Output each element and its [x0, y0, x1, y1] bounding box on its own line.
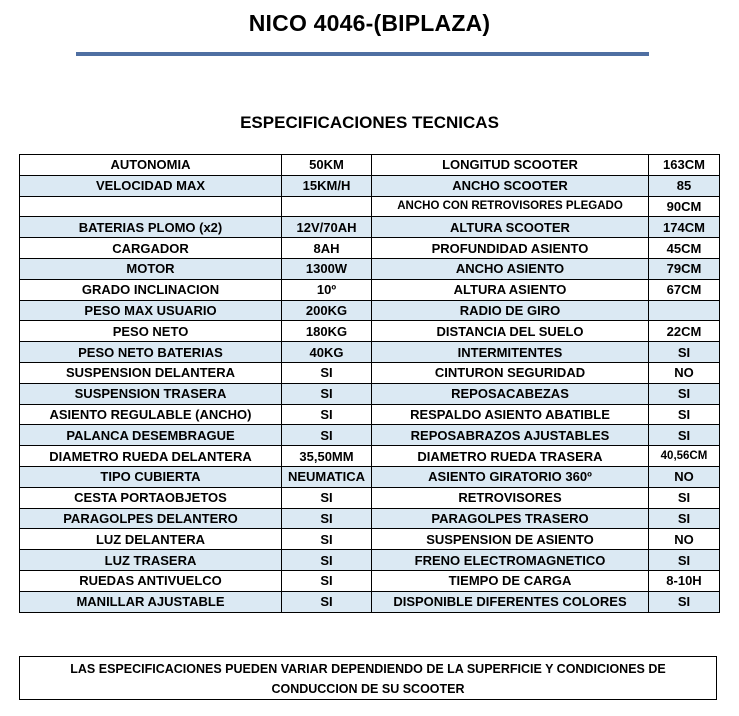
table-row: [20, 362, 720, 383]
spec-label-right: PARAGOLPES TRASERO: [372, 508, 649, 529]
spec-label-right: CINTURON SEGURIDAD: [372, 362, 649, 383]
table-row: [20, 508, 720, 529]
table-row: [20, 175, 720, 196]
spec-value-left: 35,50MM: [282, 446, 372, 467]
spec-value-left: 12V/70AH: [282, 217, 372, 238]
spec-label-left: SUSPENSION DELANTERA: [20, 362, 282, 383]
spec-label-right: REPOSABRAZOS AJUSTABLES: [372, 425, 649, 446]
spec-value-left: 40KG: [282, 342, 372, 363]
spec-value-left: SI: [282, 362, 372, 383]
table-row: [20, 321, 720, 342]
spec-label-right: PROFUNDIDAD ASIENTO: [372, 238, 649, 259]
spec-label-left: VELOCIDAD MAX: [20, 175, 282, 196]
table-row: [20, 446, 720, 467]
spec-value-left: SI: [282, 487, 372, 508]
table-row: [20, 258, 720, 279]
spec-value-right: 67CM: [649, 279, 720, 300]
spec-label-left: MANILLAR AJUSTABLE: [20, 591, 282, 612]
spec-value-left: 50KM: [282, 155, 372, 176]
table-row: [20, 300, 720, 321]
spec-label-right: SUSPENSION DE ASIENTO: [372, 529, 649, 550]
spec-value-left: [282, 196, 372, 217]
page-title: NICO 4046-(BIPLAZA): [248, 10, 491, 36]
spec-value-right: SI: [649, 425, 720, 446]
spec-label-right: DISTANCIA DEL SUELO: [372, 321, 649, 342]
spec-value-left: NEUMATICA: [282, 466, 372, 487]
specs-table: [19, 154, 720, 613]
spec-value-left: 200KG: [282, 300, 372, 321]
spec-value-right: NO: [649, 529, 720, 550]
spec-value-left: SI: [282, 570, 372, 591]
spec-value-right: SI: [649, 508, 720, 529]
spec-label-left: LUZ TRASERA: [20, 550, 282, 571]
spec-label-left: TIPO CUBIERTA: [20, 466, 282, 487]
table-row: [20, 155, 720, 176]
spec-value-right: SI: [649, 342, 720, 363]
spec-label-left: BATERIAS PLOMO (x2): [20, 217, 282, 238]
spec-label-right: ANCHO ASIENTO: [372, 258, 649, 279]
disclaimer-line-1: LAS ESPECIFICACIONES PUEDEN VARIAR DEPENDIENDO DE LA SUPERFICIE Y CONDICIONES DE: [70, 662, 666, 676]
spec-label-right: DIAMETRO RUEDA TRASERA: [372, 446, 649, 467]
spec-label-right: LONGITUD SCOOTER: [372, 155, 649, 176]
spec-value-right: SI: [649, 487, 720, 508]
spec-label-left: ASIENTO REGULABLE (ANCHO): [20, 404, 282, 425]
spec-value-right: 40,56CM: [649, 446, 720, 467]
spec-label-left: LUZ DELANTERA: [20, 529, 282, 550]
table-row: [20, 529, 720, 550]
spec-value-right: 22CM: [649, 321, 720, 342]
spec-label-right: DISPONIBLE DIFERENTES COLORES: [372, 591, 649, 612]
table-row: [20, 196, 720, 217]
spec-label-left: CESTA PORTAOBJETOS: [20, 487, 282, 508]
spec-label-right: RETROVISORES: [372, 487, 649, 508]
table-row: [20, 466, 720, 487]
spec-value-left: 8AH: [282, 238, 372, 259]
spec-label-left: RUEDAS ANTIVUELCO: [20, 570, 282, 591]
spec-label-left: GRADO INCLINACION: [20, 279, 282, 300]
spec-value-left: 1300W: [282, 258, 372, 279]
spec-label-left: PESO NETO: [20, 321, 282, 342]
spec-label-left: PALANCA DESEMBRAGUE: [20, 425, 282, 446]
spec-value-right: 45CM: [649, 238, 720, 259]
spec-label-right: RADIO DE GIRO: [372, 300, 649, 321]
spec-label-right: ASIENTO GIRATORIO 360º: [372, 466, 649, 487]
spec-value-left: SI: [282, 591, 372, 612]
spec-label-left: PESO NETO BATERIAS: [20, 342, 282, 363]
spec-label-left: PARAGOLPES DELANTERO: [20, 508, 282, 529]
specs-table-body: [20, 155, 720, 613]
spec-value-right: 85: [649, 175, 720, 196]
spec-value-right: SI: [649, 550, 720, 571]
spec-label-right: INTERMITENTES: [372, 342, 649, 363]
spec-value-left: SI: [282, 529, 372, 550]
spec-label-right: FRENO ELECTROMAGNETICO: [372, 550, 649, 571]
table-row: [20, 487, 720, 508]
spec-label-left: [20, 196, 282, 217]
table-row: [20, 383, 720, 404]
spec-value-right: 90CM: [649, 196, 720, 217]
spec-value-right: NO: [649, 466, 720, 487]
spec-label-right: REPOSACABEZAS: [372, 383, 649, 404]
table-row: [20, 550, 720, 571]
table-row: [20, 591, 720, 612]
disclaimer-box: [19, 656, 717, 700]
spec-label-right: ALTURA ASIENTO: [372, 279, 649, 300]
spec-value-right: SI: [649, 591, 720, 612]
table-row: [20, 570, 720, 591]
section-subtitle: ESPECIFICACIONES TECNICAS: [240, 113, 499, 132]
spec-value-left: SI: [282, 404, 372, 425]
spec-value-left: SI: [282, 425, 372, 446]
disclaimer-line-2: CONDUCCION DE SU SCOOTER: [271, 682, 465, 696]
spec-label-left: DIAMETRO RUEDA DELANTERA: [20, 446, 282, 467]
spec-value-right: SI: [649, 404, 720, 425]
table-row: [20, 342, 720, 363]
table-row: [20, 238, 720, 259]
spec-label-right: RESPALDO ASIENTO ABATIBLE: [372, 404, 649, 425]
table-row: [20, 217, 720, 238]
spec-value-right: 79CM: [649, 258, 720, 279]
spec-value-left: SI: [282, 508, 372, 529]
spec-label-left: SUSPENSION TRASERA: [20, 383, 282, 404]
spec-value-left: SI: [282, 383, 372, 404]
table-row: [20, 279, 720, 300]
table-row: [20, 404, 720, 425]
title-underline: [76, 52, 649, 56]
spec-value-left: 180KG: [282, 321, 372, 342]
spec-label-right: ANCHO SCOOTER: [372, 175, 649, 196]
spec-value-right: 8-10H: [649, 570, 720, 591]
table-row: [20, 425, 720, 446]
spec-label-right: ALTURA SCOOTER: [372, 217, 649, 238]
spec-value-right: SI: [649, 383, 720, 404]
spec-label-left: AUTONOMIA: [20, 155, 282, 176]
spec-value-right: [649, 300, 720, 321]
spec-label-left: PESO MAX USUARIO: [20, 300, 282, 321]
spec-label-left: CARGADOR: [20, 238, 282, 259]
spec-value-right: NO: [649, 362, 720, 383]
spec-label-right: ANCHO CON RETROVISORES PLEGADO: [372, 196, 649, 217]
spec-value-left: SI: [282, 550, 372, 571]
spec-value-right: 163CM: [649, 155, 720, 176]
spec-value-right: 174CM: [649, 217, 720, 238]
spec-label-right: TIEMPO DE CARGA: [372, 570, 649, 591]
spec-label-left: MOTOR: [20, 258, 282, 279]
spec-value-left: 15KM/H: [282, 175, 372, 196]
spec-value-left: 10º: [282, 279, 372, 300]
